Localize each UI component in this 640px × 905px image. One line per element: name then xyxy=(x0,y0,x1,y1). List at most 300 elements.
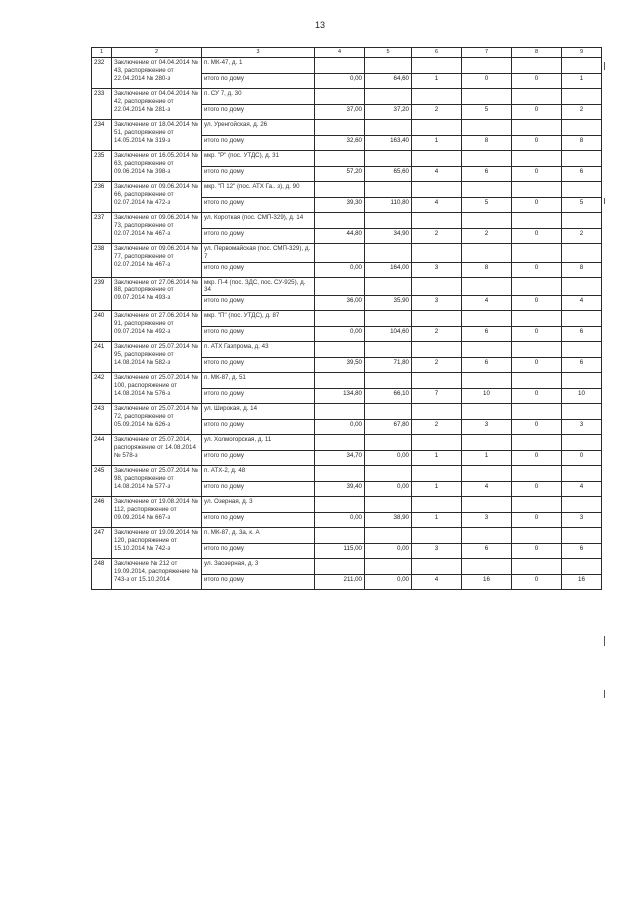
house-address: ул. Холмогорская, д. 11 xyxy=(202,435,315,451)
row-number: 242 xyxy=(92,373,112,404)
empty-cell xyxy=(365,559,412,575)
column-number: 5 xyxy=(365,48,412,58)
area-value: 0,00 xyxy=(365,575,412,590)
empty-cell xyxy=(315,466,365,482)
area-value: 163,40 xyxy=(365,136,412,151)
area-value: 64,60 xyxy=(365,74,412,89)
empty-cell xyxy=(562,404,602,420)
registry-row xyxy=(92,277,602,296)
empty-cell xyxy=(315,277,365,296)
row-number: 247 xyxy=(92,528,112,559)
empty-cell xyxy=(365,435,412,451)
registry-row xyxy=(92,244,602,263)
area-value: 0,00 xyxy=(315,420,365,435)
empty-cell xyxy=(365,151,412,167)
count-value: 2 xyxy=(412,229,462,244)
count-value: 16 xyxy=(562,575,602,590)
count-value: 4 xyxy=(412,575,462,590)
count-value: 1 xyxy=(412,451,462,466)
empty-cell xyxy=(462,311,512,327)
house-address: мкр. П-4 (пос. ЗДС, пос. СУ-925), д. 34 xyxy=(202,277,315,296)
area-value: 65,60 xyxy=(365,167,412,182)
area-value: 57,20 xyxy=(315,167,365,182)
count-value: 3 xyxy=(562,420,602,435)
empty-cell xyxy=(365,244,412,263)
count-value: 6 xyxy=(462,167,512,182)
column-number: 9 xyxy=(562,48,602,58)
empty-cell xyxy=(462,342,512,358)
empty-cell xyxy=(315,435,365,451)
count-value: 0 xyxy=(512,296,562,311)
empty-cell xyxy=(412,528,462,544)
empty-cell xyxy=(512,120,562,136)
conclusion-document: Заключение от 25.07.2014 № 72, распоряжение от 05.09.2014 № 626-з xyxy=(112,404,202,435)
column-number-row xyxy=(92,48,602,58)
count-value: 0 xyxy=(512,389,562,404)
empty-cell xyxy=(462,58,512,74)
empty-cell xyxy=(365,120,412,136)
total-label: итого по дому xyxy=(202,74,315,89)
count-value: 3 xyxy=(412,296,462,311)
house-address: п. МК-87, д. 51 xyxy=(202,373,315,389)
count-value: 8 xyxy=(562,136,602,151)
empty-cell xyxy=(512,404,562,420)
count-value: 4 xyxy=(462,482,512,497)
house-address: ул. Озерная, д. 3 xyxy=(202,497,315,513)
registry-row xyxy=(92,497,602,513)
margin-mark xyxy=(604,198,605,204)
column-number: 8 xyxy=(512,48,562,58)
conclusion-document: Заключение от 09.06.2014 № 77, распоряжение от 02.07.2014 № 467-з xyxy=(112,244,202,278)
row-number: 248 xyxy=(92,559,112,590)
conclusion-document: Заключение от 19.09.2014 № 120, распоряжение от 15.10.2014 № 742-з xyxy=(112,528,202,559)
empty-cell xyxy=(562,58,602,74)
empty-cell xyxy=(412,559,462,575)
registry-row xyxy=(92,311,602,327)
count-value: 0 xyxy=(512,229,562,244)
count-value: 2 xyxy=(562,229,602,244)
count-value: 3 xyxy=(412,262,462,277)
house-address: п. МК-47, д. 1 xyxy=(202,58,315,74)
conclusion-document: Заключение от 09.06.2014 № 73, распоряжение от 02.07.2014 № 467-з xyxy=(112,213,202,244)
empty-cell xyxy=(412,213,462,229)
conclusion-document: Заключение от 04.04.2014 № 43, распоряжение от 22.04.2014 № 280-з xyxy=(112,58,202,89)
empty-cell xyxy=(315,151,365,167)
count-value: 7 xyxy=(412,389,462,404)
empty-cell xyxy=(365,89,412,105)
empty-cell xyxy=(412,58,462,74)
total-label: итого по дому xyxy=(202,105,315,120)
empty-cell xyxy=(562,277,602,296)
count-value: 0 xyxy=(512,420,562,435)
empty-cell xyxy=(512,277,562,296)
empty-cell xyxy=(412,120,462,136)
empty-cell xyxy=(315,120,365,136)
empty-cell xyxy=(512,311,562,327)
area-value: 104,60 xyxy=(365,327,412,342)
area-value: 37,00 xyxy=(315,105,365,120)
area-value: 0,00 xyxy=(365,544,412,559)
row-number: 233 xyxy=(92,89,112,120)
margin-mark xyxy=(604,690,605,698)
registry-row xyxy=(92,373,602,389)
count-value: 1 xyxy=(412,74,462,89)
count-value: 3 xyxy=(412,544,462,559)
house-address: мкр. "П 12" (пос. АТХ Га.. з), д. 90 xyxy=(202,182,315,198)
empty-cell xyxy=(512,559,562,575)
empty-cell xyxy=(462,373,512,389)
count-value: 6 xyxy=(562,544,602,559)
empty-cell xyxy=(412,151,462,167)
count-value: 2 xyxy=(462,229,512,244)
area-value: 0,00 xyxy=(315,513,365,528)
total-label: итого по дому xyxy=(202,482,315,497)
empty-cell xyxy=(462,182,512,198)
column-number: 7 xyxy=(462,48,512,58)
house-address: ул. Короткая (пос. СМП-329), д. 14 xyxy=(202,213,315,229)
empty-cell xyxy=(412,497,462,513)
area-value: 0,00 xyxy=(365,451,412,466)
count-value: 5 xyxy=(562,198,602,213)
count-value: 6 xyxy=(562,358,602,373)
empty-cell xyxy=(412,404,462,420)
empty-cell xyxy=(512,89,562,105)
area-value: 0,00 xyxy=(315,327,365,342)
total-label: итого по дому xyxy=(202,358,315,373)
empty-cell xyxy=(462,559,512,575)
row-number: 244 xyxy=(92,435,112,466)
registry-row xyxy=(92,213,602,229)
margin-mark xyxy=(604,636,605,646)
conclusion-document: Заключение от 27.06.2014 № 91, распоряжение от 09.07.2014 № 492-з xyxy=(112,311,202,342)
empty-cell xyxy=(562,244,602,263)
count-value: 10 xyxy=(462,389,512,404)
count-value: 16 xyxy=(462,575,512,590)
row-number: 241 xyxy=(92,342,112,373)
count-value: 0 xyxy=(562,451,602,466)
empty-cell xyxy=(512,373,562,389)
count-value: 0 xyxy=(512,513,562,528)
total-label: итого по дому xyxy=(202,167,315,182)
empty-cell xyxy=(315,213,365,229)
empty-cell xyxy=(562,182,602,198)
row-number: 232 xyxy=(92,58,112,89)
count-value: 8 xyxy=(462,262,512,277)
area-value: 35,90 xyxy=(365,296,412,311)
registry-row xyxy=(92,559,602,575)
registry-row xyxy=(92,89,602,105)
empty-cell xyxy=(412,244,462,263)
count-value: 0 xyxy=(512,544,562,559)
area-value: 115,00 xyxy=(315,544,365,559)
empty-cell xyxy=(315,342,365,358)
area-value: 34,70 xyxy=(315,451,365,466)
total-label: итого по дому xyxy=(202,513,315,528)
count-value: 0 xyxy=(512,167,562,182)
conclusion-document: Заключение от 25.07.2014, распоряжение от 14.08.2014 № 578-з xyxy=(112,435,202,466)
area-value: 110,80 xyxy=(365,198,412,213)
area-value: 36,00 xyxy=(315,296,365,311)
count-value: 1 xyxy=(462,451,512,466)
count-value: 1 xyxy=(412,513,462,528)
empty-cell xyxy=(562,311,602,327)
empty-cell xyxy=(562,528,602,544)
count-value: 2 xyxy=(412,327,462,342)
registry-body xyxy=(92,58,602,590)
count-value: 6 xyxy=(562,167,602,182)
area-value: 164,00 xyxy=(365,262,412,277)
empty-cell xyxy=(562,120,602,136)
conclusion-document: Заключение от 27.06.2014 № 88, распоряжение от 09.07.2014 № 493-з xyxy=(112,277,202,311)
total-label: итого по дому xyxy=(202,327,315,342)
area-value: 39,30 xyxy=(315,198,365,213)
conclusion-document: Заключение № 212 от 19.09.2014, распоряжение № 743-з от 15.10.2014 xyxy=(112,559,202,590)
empty-cell xyxy=(412,182,462,198)
count-value: 3 xyxy=(562,513,602,528)
empty-cell xyxy=(512,244,562,263)
house-address: ул. Заозерная, д. 3 xyxy=(202,559,315,575)
empty-cell xyxy=(462,120,512,136)
area-value: 39,50 xyxy=(315,358,365,373)
house-address: ул. Первомайская (пос. СМП-329), д. 7 xyxy=(202,244,315,263)
empty-cell xyxy=(462,435,512,451)
empty-cell xyxy=(365,497,412,513)
house-address: п. СУ 7, д. 30 xyxy=(202,89,315,105)
row-number: 243 xyxy=(92,404,112,435)
total-label: итого по дому xyxy=(202,420,315,435)
total-label: итого по дому xyxy=(202,262,315,277)
empty-cell xyxy=(462,151,512,167)
count-value: 6 xyxy=(462,358,512,373)
registry-row xyxy=(92,404,602,420)
area-value: 0,00 xyxy=(365,482,412,497)
registry-row xyxy=(92,528,602,544)
empty-cell xyxy=(512,342,562,358)
empty-cell xyxy=(562,373,602,389)
row-number: 234 xyxy=(92,120,112,151)
area-value: 66,10 xyxy=(365,389,412,404)
empty-cell xyxy=(412,466,462,482)
empty-cell xyxy=(512,58,562,74)
count-value: 4 xyxy=(562,482,602,497)
count-value: 0 xyxy=(512,451,562,466)
empty-cell xyxy=(315,528,365,544)
empty-cell xyxy=(412,435,462,451)
count-value: 3 xyxy=(462,513,512,528)
count-value: 8 xyxy=(462,136,512,151)
total-label: итого по дому xyxy=(202,544,315,559)
count-value: 2 xyxy=(562,105,602,120)
empty-cell xyxy=(412,89,462,105)
count-value: 2 xyxy=(412,420,462,435)
housing-registry-table xyxy=(91,47,602,590)
row-number: 245 xyxy=(92,466,112,497)
empty-cell xyxy=(512,528,562,544)
conclusion-document: Заключение от 25.07.2014 № 100, распоряжение от 14.08.2014 № 576-з xyxy=(112,373,202,404)
area-value: 37,20 xyxy=(365,105,412,120)
house-address: ул. Уренгойская, д. 26 xyxy=(202,120,315,136)
count-value: 1 xyxy=(412,482,462,497)
count-value: 1 xyxy=(412,136,462,151)
conclusion-document: Заключение от 18.04.2014 № 51, распоряжение от 14.05.2014 № 319-з xyxy=(112,120,202,151)
count-value: 3 xyxy=(462,420,512,435)
empty-cell xyxy=(365,466,412,482)
registry-row xyxy=(92,120,602,136)
empty-cell xyxy=(315,244,365,263)
empty-cell xyxy=(462,466,512,482)
row-number: 246 xyxy=(92,497,112,528)
row-number: 239 xyxy=(92,277,112,311)
empty-cell xyxy=(562,435,602,451)
count-value: 0 xyxy=(512,575,562,590)
empty-cell xyxy=(412,311,462,327)
empty-cell xyxy=(365,213,412,229)
area-value: 39,40 xyxy=(315,482,365,497)
area-value: 38,90 xyxy=(365,513,412,528)
count-value: 6 xyxy=(462,544,512,559)
empty-cell xyxy=(562,497,602,513)
empty-cell xyxy=(315,404,365,420)
empty-cell xyxy=(365,373,412,389)
empty-cell xyxy=(462,497,512,513)
empty-cell xyxy=(512,497,562,513)
count-value: 5 xyxy=(462,105,512,120)
count-value: 0 xyxy=(512,358,562,373)
empty-cell xyxy=(562,466,602,482)
count-value: 0 xyxy=(512,74,562,89)
count-value: 4 xyxy=(462,296,512,311)
row-number: 238 xyxy=(92,244,112,278)
empty-cell xyxy=(562,213,602,229)
conclusion-document: Заключение от 19.08.2014 № 112, распоряжение от 09.09.2014 № 667-з xyxy=(112,497,202,528)
conclusion-document: Заключение от 04.04.2014 № 42, распоряжение от 22.04.2014 № 281-з xyxy=(112,89,202,120)
row-number: 240 xyxy=(92,311,112,342)
count-value: 0 xyxy=(512,327,562,342)
area-value: 211,00 xyxy=(315,575,365,590)
count-value: 1 xyxy=(562,74,602,89)
empty-cell xyxy=(315,373,365,389)
empty-cell xyxy=(462,244,512,263)
count-value: 2 xyxy=(412,105,462,120)
total-label: итого по дому xyxy=(202,296,315,311)
empty-cell xyxy=(365,58,412,74)
conclusion-document: Заключение от 09.06.2014 № 66, распоряжение от 02.07.2014 № 472-з xyxy=(112,182,202,213)
empty-cell xyxy=(512,466,562,482)
column-number: 1 xyxy=(92,48,112,58)
area-value: 0,00 xyxy=(315,74,365,89)
count-value: 0 xyxy=(462,74,512,89)
empty-cell xyxy=(462,528,512,544)
margin-mark xyxy=(604,62,605,70)
conclusion-document: Заключение от 16.05.2014 № 63, распоряжение от 09.06.2014 № 398-з xyxy=(112,151,202,182)
area-value: 0,00 xyxy=(315,262,365,277)
empty-cell xyxy=(412,277,462,296)
total-label: итого по дому xyxy=(202,451,315,466)
house-address: мкр. "П" (пос. УТДС), д. 87 xyxy=(202,311,315,327)
count-value: 0 xyxy=(512,198,562,213)
empty-cell xyxy=(412,373,462,389)
empty-cell xyxy=(365,528,412,544)
count-value: 2 xyxy=(412,358,462,373)
column-number: 6 xyxy=(412,48,462,58)
registry-row xyxy=(92,58,602,74)
total-label: итого по дому xyxy=(202,389,315,404)
total-label: итого по дому xyxy=(202,198,315,213)
empty-cell xyxy=(412,342,462,358)
registry-row xyxy=(92,182,602,198)
registry-row xyxy=(92,466,602,482)
count-value: 5 xyxy=(462,198,512,213)
house-address: ул. Широкая, д. 14 xyxy=(202,404,315,420)
empty-cell xyxy=(512,435,562,451)
area-value: 32,60 xyxy=(315,136,365,151)
area-value: 71,80 xyxy=(365,358,412,373)
column-number: 4 xyxy=(315,48,365,58)
empty-cell xyxy=(315,559,365,575)
empty-cell xyxy=(315,497,365,513)
count-value: 4 xyxy=(412,198,462,213)
empty-cell xyxy=(315,89,365,105)
empty-cell xyxy=(562,559,602,575)
empty-cell xyxy=(562,342,602,358)
empty-cell xyxy=(462,404,512,420)
empty-cell xyxy=(562,89,602,105)
empty-cell xyxy=(315,182,365,198)
row-number: 235 xyxy=(92,151,112,182)
empty-cell xyxy=(462,213,512,229)
area-value: 134,80 xyxy=(315,389,365,404)
count-value: 0 xyxy=(512,482,562,497)
empty-cell xyxy=(462,89,512,105)
area-value: 67,80 xyxy=(365,420,412,435)
area-value: 34,90 xyxy=(365,229,412,244)
column-number: 3 xyxy=(202,48,315,58)
count-value: 4 xyxy=(562,296,602,311)
total-label: итого по дому xyxy=(202,136,315,151)
row-number: 237 xyxy=(92,213,112,244)
registry-row xyxy=(92,151,602,167)
empty-cell xyxy=(365,182,412,198)
area-value: 44,80 xyxy=(315,229,365,244)
empty-cell xyxy=(365,277,412,296)
empty-cell xyxy=(365,342,412,358)
conclusion-document: Заключение от 25.07.2014 № 95, распоряжение от 14.08.2014 № 582-з xyxy=(112,342,202,373)
count-value: 8 xyxy=(562,262,602,277)
house-address: мкр. "Р" (пос. УТДС), д. 31 xyxy=(202,151,315,167)
registry-row xyxy=(92,435,602,451)
count-value: 4 xyxy=(412,167,462,182)
empty-cell xyxy=(365,404,412,420)
count-value: 10 xyxy=(562,389,602,404)
empty-cell xyxy=(315,58,365,74)
house-address: п. МК-87, д. 3а, к. А xyxy=(202,528,315,544)
conclusion-document: Заключение от 25.07.2014 № 98, распоряжение от 14.08.2014 № 577-з xyxy=(112,466,202,497)
count-value: 0 xyxy=(512,262,562,277)
empty-cell xyxy=(512,213,562,229)
total-label: итого по дому xyxy=(202,575,315,590)
house-address: п. АТХ-2, д. 48 xyxy=(202,466,315,482)
page-number: 13 xyxy=(314,20,325,30)
row-number: 236 xyxy=(92,182,112,213)
empty-cell xyxy=(365,311,412,327)
empty-cell xyxy=(512,182,562,198)
count-value: 6 xyxy=(462,327,512,342)
registry-row xyxy=(92,342,602,358)
empty-cell xyxy=(315,311,365,327)
empty-cell xyxy=(562,151,602,167)
empty-cell xyxy=(512,151,562,167)
count-value: 0 xyxy=(512,105,562,120)
